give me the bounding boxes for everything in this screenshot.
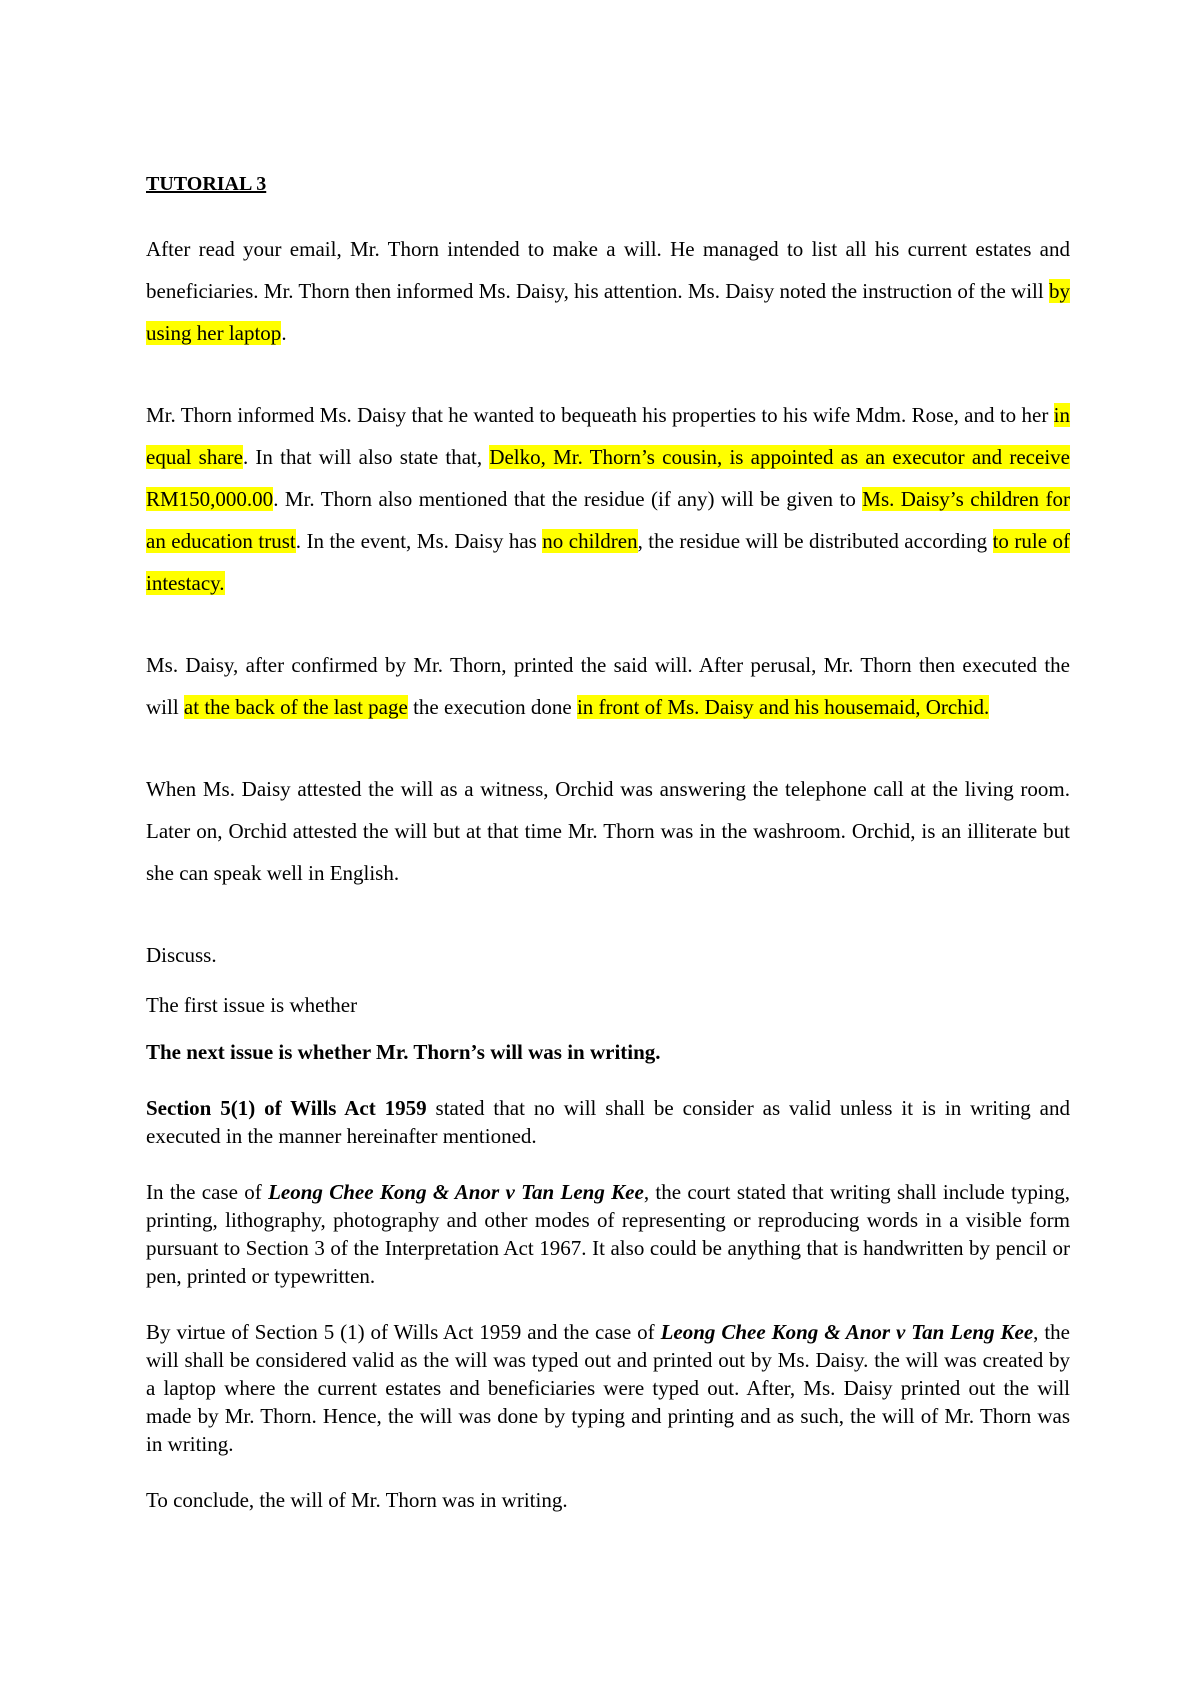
paragraph-case-law: In the case of Leong Chee Kong & Anor v Tan Leng Kee, the court stated that writing shall include typing, printing, lithography, photography and other modes of representing or reproducing words in a visible form pursuant to Section 3 of the Interpretation Act 1967. It also could be anything that is handwritten by pencil or pen, printed or typewritten. — [146, 1180, 1070, 1288]
paragraph-intro: After read your email, Mr. Thorn intended to make a will. He managed to list all his current estates and beneficiaries. Mr. Thorn then informed Ms. Daisy, his attention. Ms. Daisy noted the instruction of the will by using her laptop. — [146, 237, 1070, 345]
paragraph-section-5: Section 5(1) of Wills Act 1959 stated that no will shall be consider as valid unless it is in writing and executed in the manner hereinafter mentioned. — [146, 1096, 1071, 1148]
page-title: TUTORIAL 3 — [146, 173, 267, 195]
highlight-text: to rule of intestacy. — [146, 529, 1070, 595]
next-issue-heading: The next issue is whether Mr. Thorn’s will was in writing. — [146, 1040, 661, 1064]
case-name: Leong Chee Kong & Anor v Tan Leng Kee — [268, 1180, 644, 1204]
highlight-text: at the back of the last page — [183, 695, 408, 719]
highlight-text: no children — [542, 529, 638, 553]
paragraph-application: By virtue of Section 5 (1) of Wills Act 1959 and the case of Leong Chee Kong & Anor v Tan Leng Kee, the will shall be considered valid as the will was typed out and printed out by Ms. Daisy. the will was created by a laptop where the current estates and beneficiaries were typed out. After, Ms. Daisy printed out the will made by Mr. Thorn. Hence, the will was done by typing and printing and as such, the will of Mr. Thorn was in writing. — [146, 1320, 1070, 1456]
document-page — [146, 170, 1070, 1542]
statute-reference: Section 5(1) of Wills Act 1959 — [146, 1096, 427, 1120]
case-name: Leong Chee Kong & Anor v Tan Leng Kee — [660, 1320, 1034, 1344]
first-issue: The first issue is whether — [146, 993, 358, 1017]
paragraph-execution: Ms. Daisy, after confirmed by Mr. Thorn, printed the said will. After perusal, Mr. Thorn then executed the will at the back of the last page the execution done in front of Ms. Daisy and his housemaid, Orchid. — [146, 653, 1070, 719]
highlight-text: in equal share — [146, 403, 1070, 469]
discuss-label: Discuss. — [146, 943, 217, 967]
paragraph-bequest: Mr. Thorn informed Ms. Daisy that he wanted to bequeath his properties to his wife Mdm. Rose, and to her in equal share. In that will also state that, Delko, Mr. Thorn’s cousin, is appointed as an executor and receive RM150,000.00. Mr. Thorn also mentioned that the residue (if any) will be given to Ms. Daisy’s children for an education trust. In the event, Ms. Daisy has no children, the residue will be distributed according to rule of intestacy. — [146, 403, 1070, 595]
highlight-text: Ms. Daisy’s children for an education trust — [146, 487, 1070, 553]
highlight-text: by using her laptop — [146, 279, 1070, 345]
highlight-text: in front of Ms. Daisy and his housemaid, Orchid. — [576, 695, 990, 719]
paragraph-attestation: When Ms. Daisy attested the will as a witness, Orchid was answering the telephone call at the living room. Later on, Orchid attested the will but at that time Mr. Thorn was in the washroom. Orchid, is an illiterate but she can speak well in English. — [146, 777, 1070, 885]
highlight-text: Delko, Mr. Thorn’s cousin, is appointed as an executor and receive RM150,000.00 — [146, 445, 1070, 511]
paragraph-conclusion: To conclude, the will of Mr. Thorn was in writing. — [146, 1488, 568, 1512]
